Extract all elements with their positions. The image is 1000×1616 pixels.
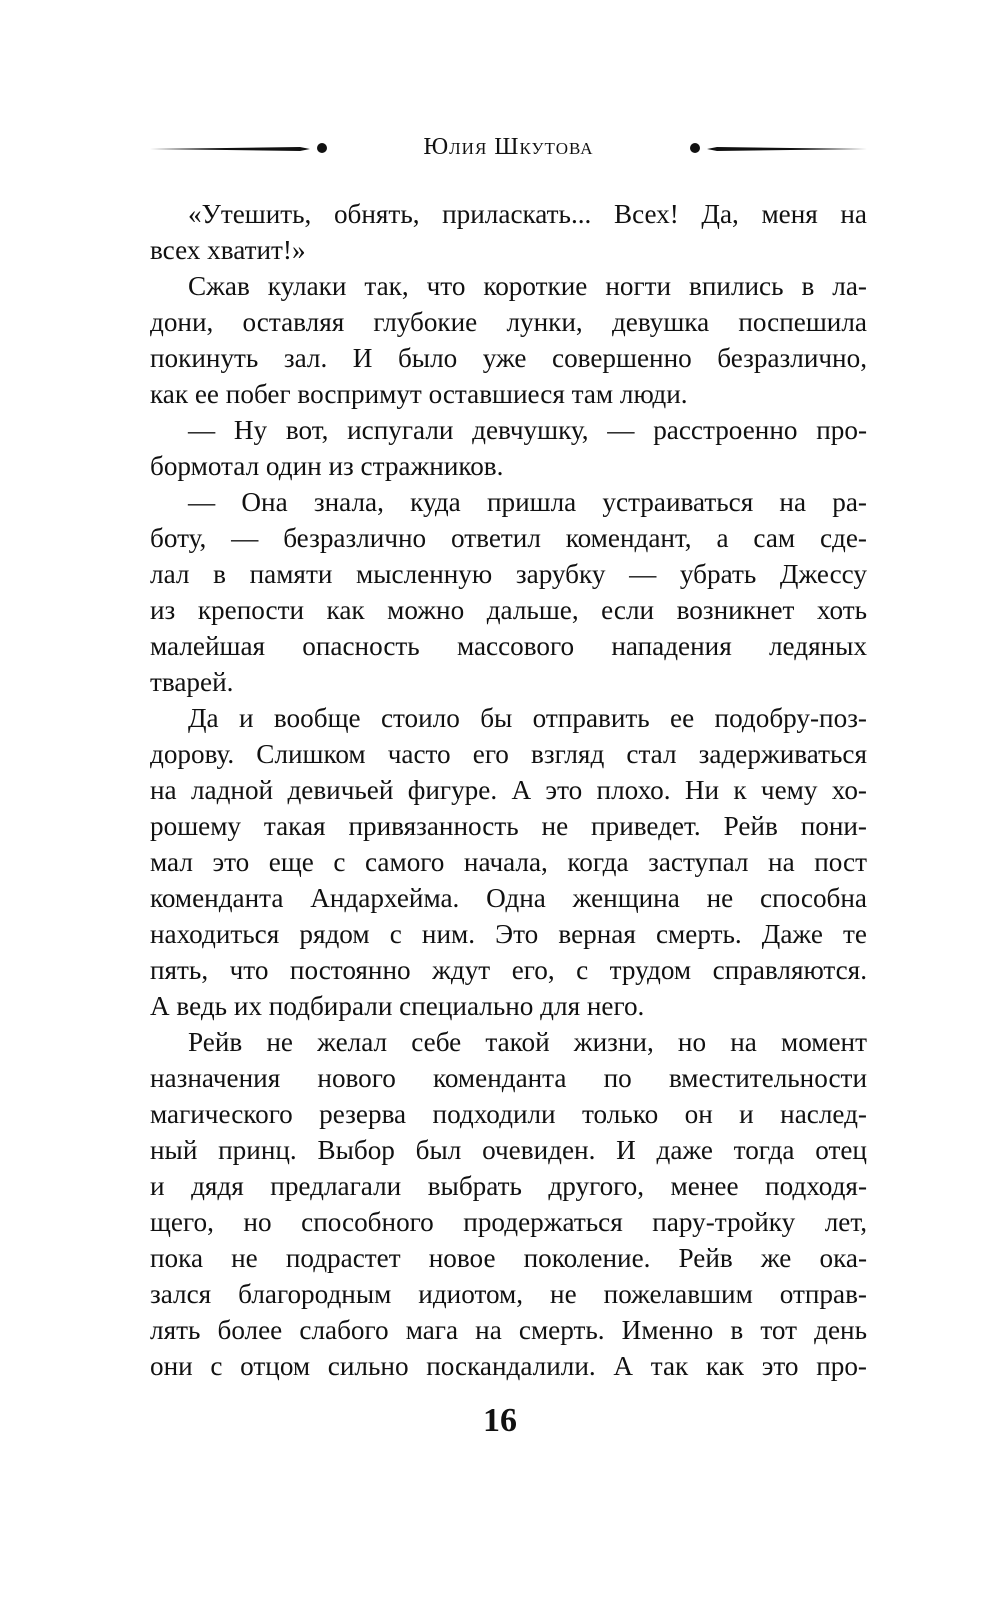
page-number: 16 bbox=[483, 1402, 517, 1439]
text-line: и дядя предлагали выбрать другого, менее подходя- bbox=[150, 1171, 867, 1201]
text-line: находиться рядом с ним. Это верная смерть. Даже те bbox=[150, 919, 867, 949]
text-line: щего, но способного продержаться пару-тройку лет, bbox=[150, 1207, 867, 1237]
text-line: они с отцом сильно поскандалили. А так как это про- bbox=[150, 1351, 867, 1381]
running-header bbox=[150, 134, 867, 168]
text-line: дорову. Слишком часто его взгляд стал задерживаться bbox=[150, 739, 867, 769]
text-line: дони, оставляя глубокие лунки, девушка поспешила bbox=[150, 307, 867, 337]
ornament-rule-right bbox=[707, 146, 867, 152]
text-line: мал это еще с самого начала, когда заступал на пост bbox=[150, 847, 867, 877]
text-line: из крепости как можно дальше, если возникнет хоть bbox=[150, 595, 867, 625]
author-name: Юлия Шкутова bbox=[423, 134, 594, 160]
text-line: малейшая опасность массового нападения ледяных bbox=[150, 631, 867, 661]
body-text bbox=[150, 196, 867, 1384]
ornament-dot-right bbox=[690, 143, 700, 153]
text-line: Да и вообще стоило бы отправить ее подобру-поз- bbox=[188, 703, 867, 733]
text-line: как ее побег воспримут оставшиеся там люди. bbox=[150, 379, 688, 409]
text-line: назначения нового коменданта по вместительности bbox=[150, 1063, 867, 1093]
text-line: боту, — безразлично ответил комендант, а сам сде- bbox=[150, 523, 867, 553]
text-line: пока не подрастет новое поколение. Рейв же ока- bbox=[150, 1243, 867, 1273]
text-line: на ладной девичьей фигуре. А это плохо. Ни к чему хо- bbox=[150, 775, 867, 805]
text-line: «Утешить, обнять, приласкать... Всех! Да, меня на bbox=[188, 199, 867, 229]
text-line: А ведь их подбирали специально для него. bbox=[150, 991, 645, 1021]
text-line: рошему такая привязанность не приведет. Рейв пони- bbox=[150, 811, 867, 841]
text-line: коменданта Андархейма. Одна женщина не способна bbox=[150, 883, 867, 913]
text-line: пять, что постоянно ждут его, с трудом справляются. bbox=[150, 955, 867, 985]
text-line: тварей. bbox=[150, 667, 234, 697]
text-line: лять более слабого мага на смерть. Именно в тот день bbox=[150, 1315, 867, 1345]
text-line: — Она знала, куда пришла устраиваться на ра- bbox=[188, 487, 867, 517]
text-line: магического резерва подходили только он и наслед- bbox=[150, 1099, 867, 1129]
text-line: ный принц. Выбор был очевиден. И даже тогда отец bbox=[150, 1135, 867, 1165]
text-line: зался благородным идиотом, не пожелавшим отправ- bbox=[150, 1279, 867, 1309]
text-line: — Ну вот, испугали девчушку, — расстроенно про- bbox=[188, 415, 867, 445]
text-line: бормотал один из стражников. bbox=[150, 451, 504, 481]
text-line: Сжав кулаки так, что короткие ногти впились в ла- bbox=[188, 271, 867, 301]
text-line: Рейв не желал себе такой жизни, но на момент bbox=[188, 1027, 867, 1057]
text-line: покинуть зал. И было уже совершенно безразлично, bbox=[150, 343, 867, 373]
text-line: всех хватит!» bbox=[150, 235, 306, 265]
text-line: лал в памяти мысленную зарубку — убрать Джессу bbox=[150, 559, 867, 589]
